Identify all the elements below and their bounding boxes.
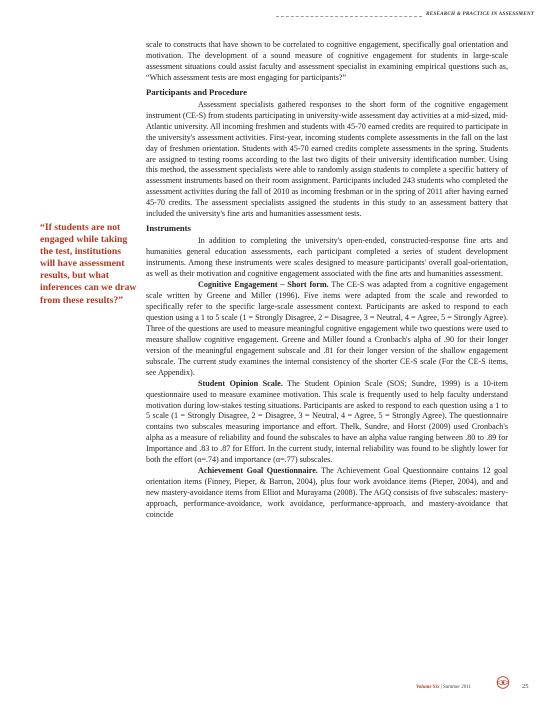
instruments-heading: Instruments	[146, 223, 191, 234]
instruments-paragraph: In addition to completing the university's open-ended, constructed-response fine arts and humanities general education assessments, each participant completed a series of student development instruments. Among these instruments were scales designed to measure participants' overall goal-orientation, as well as their motivation and cognitive engagement associated with the fine arts and humanities assessment.	[146, 236, 508, 279]
journal-logo-icon	[493, 676, 513, 689]
footer-issue-date: Summer 2011	[443, 685, 472, 690]
cognitive-engagement-text: The CE-S was adapted from a cognitive engagement scale written by Greene and Miller (1996). Five items were adapted from the scale and reworded to specifically refer to the specific large-scale assessment context. Participants are asked to respond to each question using a 1 to 5 scale (1 = Strongly Disagree, 2 = Disagree, 3 = Neutral, 4 = Agree, 5 = Strongly Agree). Three of the questions are used to measure meaningful cognitive engagement while two questions were used to measure shallow cognitive engagement. Greene and Miller found a Cronbach's alpha of .90 for their longer version of the meaningful engagement subscale and .81 for their longer version of the shallow engagement subscale. The current study examines the internal consistency of the shorter CE-S scale (For the CE-S items, see Appendix).	[146, 280, 508, 377]
cognitive-engagement-paragraph	[146, 280, 508, 379]
cognitive-engagement-heading: Cognitive Engagement – Short form.	[198, 280, 329, 290]
achievement-goal-heading: Achievement Goal Questionnaire.	[198, 466, 318, 476]
page-number: 25	[522, 683, 529, 690]
intro-paragraph: scale to constructs that have shown to be correlated to cognitive engagement, specifically goal orientation and motivation. The development of a sound measure of cognitive engagement for students in large-scale assessment situations could assist faculty and assessment specialist in examining empirical questions such as, “Which assessment tests are most engaging for participants?”	[146, 40, 508, 82]
header-rule	[276, 16, 422, 17]
running-head: RESEARCH & PRACTICE IN ASSESSMENT	[426, 11, 535, 17]
participants-paragraph: Assessment specialists gathered responses to the short form of the cognitive engagement instrument (CE-S) from students participating in university-wide assessment day activities at a mid-sized, mid-Atlantic university. All incoming freshmen and students with 45-70 earned credits are required to participate in the university's assessment activities. First-year, incoming students complete assessments in the fall on the last day of freshmen orientation. Students with 45-70 earned credits complete assessments in the spring. Students are assigned to testing rooms according to the last two digits of their university identification number. Using this method, the assessment specialists were able to randomly assign students to complete a specific battery of assessment instruments based on their room assignment. Participants included 243 students who completed the assessment activities during the fall of 2010 as incoming freshman or in the spring of 2011 after having earned 45-70 credits. The assessment specialists assigned the students in this study to an assessment battery that included the university's fine arts and humanities assessment tests.	[146, 99, 508, 219]
participants-heading: Participants and Procedure	[146, 86, 247, 97]
student-opinion-paragraph	[146, 379, 508, 467]
student-opinion-text: The Student Opinion Scale (SOS; Sundre, 1999) is a 10-item questionnaire used to measure examinee motivation. This scale is frequently used to help faculty understand motivation during low-stakes testing situations. Participants are asked to respond to each question using a 1 to 5 scale (1 = Strongly Disagree, 2 = Disagree, 3 = Neutral, 4 = Agree, 5 = Strongly Agree). The questionnaire contains two subscales measuring importance and effort. Thelk, Sundre, and Horst (2009) used Cronbach's alpha as a measure of reliability and found the subscales to have an alpha value ranging between .80 to .89 for Importance and .83 to .87 for Effort. In the current study, internal reliability was found to be slightly lower for both the effort (α=.74) and importance (α=.77) subscales.	[146, 378, 508, 465]
achievement-goal-paragraph	[146, 466, 508, 521]
footer-separator: |	[439, 685, 443, 690]
pull-quote: “If students are not engaged while taking the test, institutions will have assessment results, but what inferences can we draw from these results?”	[40, 222, 137, 306]
student-opinion-heading: Student Opinion Scale.	[198, 378, 283, 388]
article-body	[146, 40, 508, 521]
footer-volume: Volume Six	[416, 685, 440, 690]
achievement-goal-text: The Achievement Goal Questionnaire contains 12 goal orientation items (Finney, Pieper, & Barron, 2004), plus four work avoidance items (Pieper, 2004), and and new mastery-avoidance items from Elliot and Murayama (2008). The AGQ consists of five subscales: mastery-approach, performance-avoidance, work avoidance, performance-approach, and mastery-avoidance that coincide	[146, 466, 508, 520]
footer-issue	[416, 685, 471, 690]
